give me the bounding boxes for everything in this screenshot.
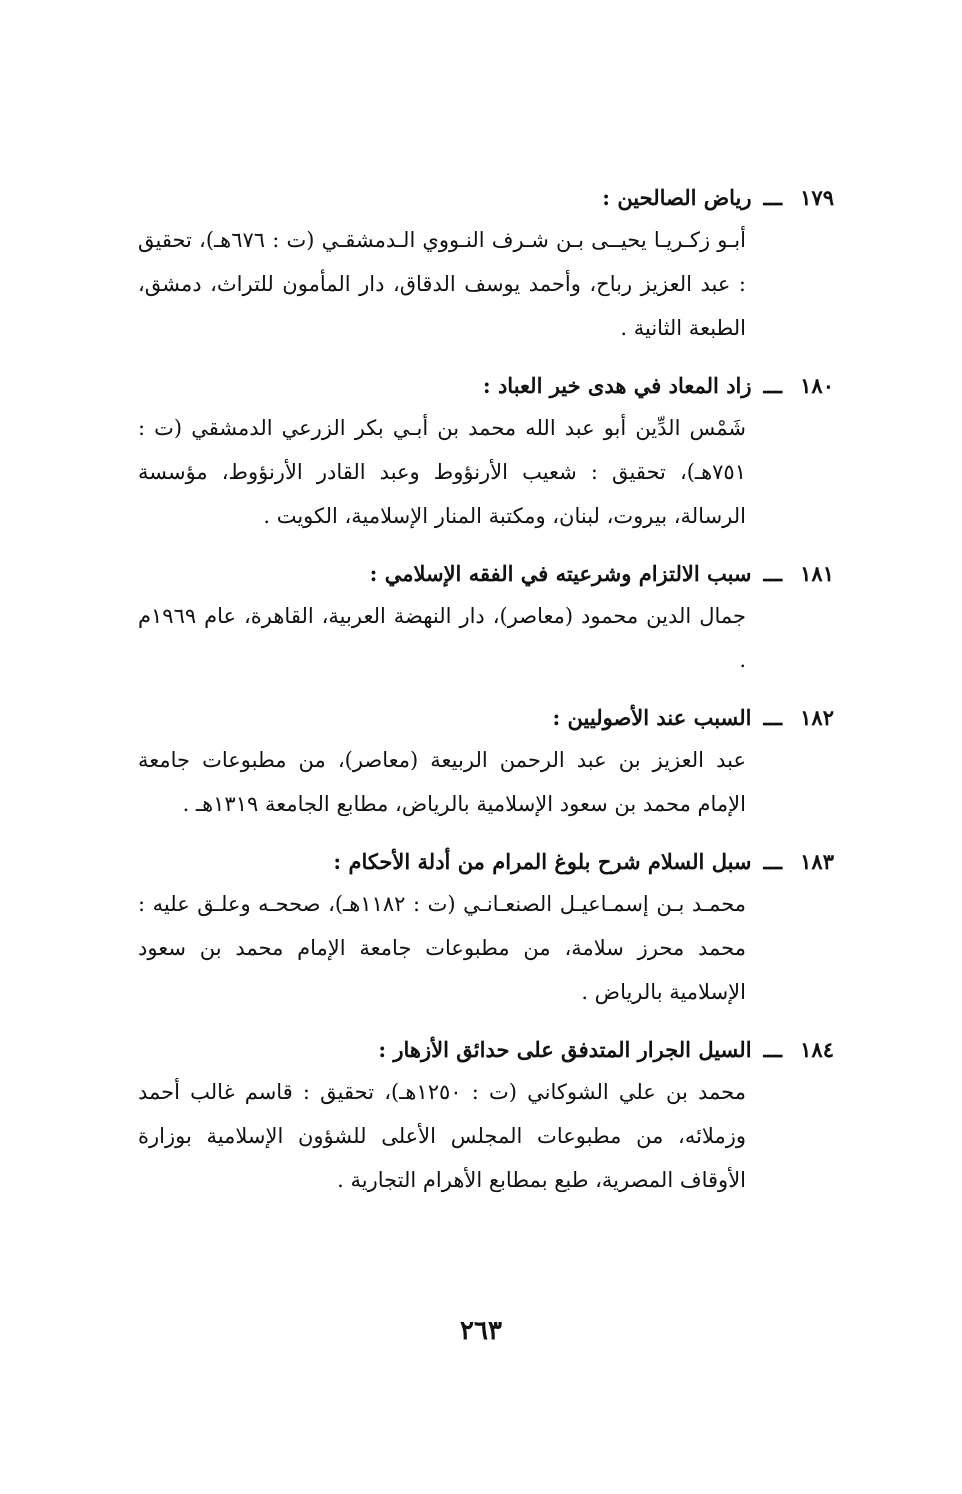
bibliography-entry-179: [138, 178, 834, 350]
entry-title: السبب عند الأصوليين :: [552, 705, 752, 730]
entry-heading: [138, 178, 834, 218]
entry-body: محمـد بـن إسمـاعيـل الصنعـانـي (ت : ١١٨٢هـ)، صححـه وعلـق عليه : محمد محرز سلامة، من مطبوعات جامعة الإمام محمد بن سعود الإسلامية بالرياض .: [138, 892, 747, 1004]
entry-dash: ـــ: [763, 1037, 782, 1062]
entry-dash: ـــ: [763, 561, 782, 586]
entry-number: ١٨٤: [800, 1037, 834, 1062]
bibliography-entry-182: [138, 698, 834, 826]
entry-dash: ـــ: [763, 849, 782, 874]
page-number: ٢٦٣: [460, 1316, 502, 1346]
entry-title: السيل الجرار المتدفق على حدائق الأزهار :: [378, 1037, 752, 1062]
bibliography-entry-183: [138, 842, 834, 1014]
entry-number: ١٨٠: [800, 373, 834, 398]
entry-heading: [138, 698, 834, 738]
bibliography-entry-184: [138, 1030, 834, 1202]
entry-heading: [138, 842, 834, 882]
entry-title: زاد المعاد في هدى خير العباد :: [482, 373, 752, 398]
bibliography-entry-181: [138, 554, 834, 682]
entry-number: ١٨٢: [800, 705, 834, 730]
entry-heading: [138, 1030, 834, 1070]
entry-number: ١٨١: [800, 561, 834, 586]
bibliography-entry-180: [138, 366, 834, 538]
entry-heading: [138, 366, 834, 406]
entry-title: رياض الصالحين :: [602, 185, 752, 210]
entry-body: جمال الدين محمود (معاصر)، دار النهضة العربية، القاهرة، عام ١٩٦٩م .: [138, 604, 746, 672]
entry-dash: ـــ: [763, 705, 782, 730]
entry-body: شَمْس الدِّين أبو عبد الله محمد بن أبـي بكر الزرعي الدمشقي (ت : ٧٥١هـ)، تحقيق : شعيب الأرنؤوط وعبد القادر الأرنؤوط، مؤسسة الرسالة، بيروت، لبنان، ومكتبة المنار الإسلامية، الكويت .: [138, 416, 746, 528]
entry-dash: ـــ: [763, 185, 782, 210]
entry-heading: [138, 554, 834, 594]
entry-title: سبل السلام شرح بلوغ المرام من أدلة الأحكام :: [333, 849, 752, 874]
entry-number: ١٧٩: [800, 185, 834, 210]
entry-dash: ـــ: [763, 373, 782, 398]
entry-number: ١٨٣: [800, 849, 834, 874]
bibliography-list: [138, 178, 834, 1218]
entry-body: محمد بن علي الشوكاني (ت : ١٢٥٠هـ)، تحقيق : قاسم غالب أحمد وزملائه، من مطبوعات المجلس الأعلى للشؤون الإسلامية بوزارة الأوقاف المصرية، طبع بمطابع الأهرام التجارية .: [138, 1080, 746, 1192]
entry-title: سبب الالتزام وشرعيته في الفقه الإسلامي :: [369, 561, 752, 586]
entry-body: أبـو زكـريـا يحيــى بـن شـرف النـووي الـدمشقـي (ت : ٦٧٦هـ)، تحقيق : عبد العزيز رباح، وأحمد يوسف الدقاق، دار المأمون للتراث، دمشق، الطبعة الثانية .: [138, 228, 746, 340]
entry-body: عبد العزيز بن عبد الرحمن الربيعة (معاصر)، من مطبوعات جامعة الإمام محمد بن سعود الإسلامية بالرياض، مطابع الجامعة ١٣١٩هـ .: [138, 748, 746, 816]
